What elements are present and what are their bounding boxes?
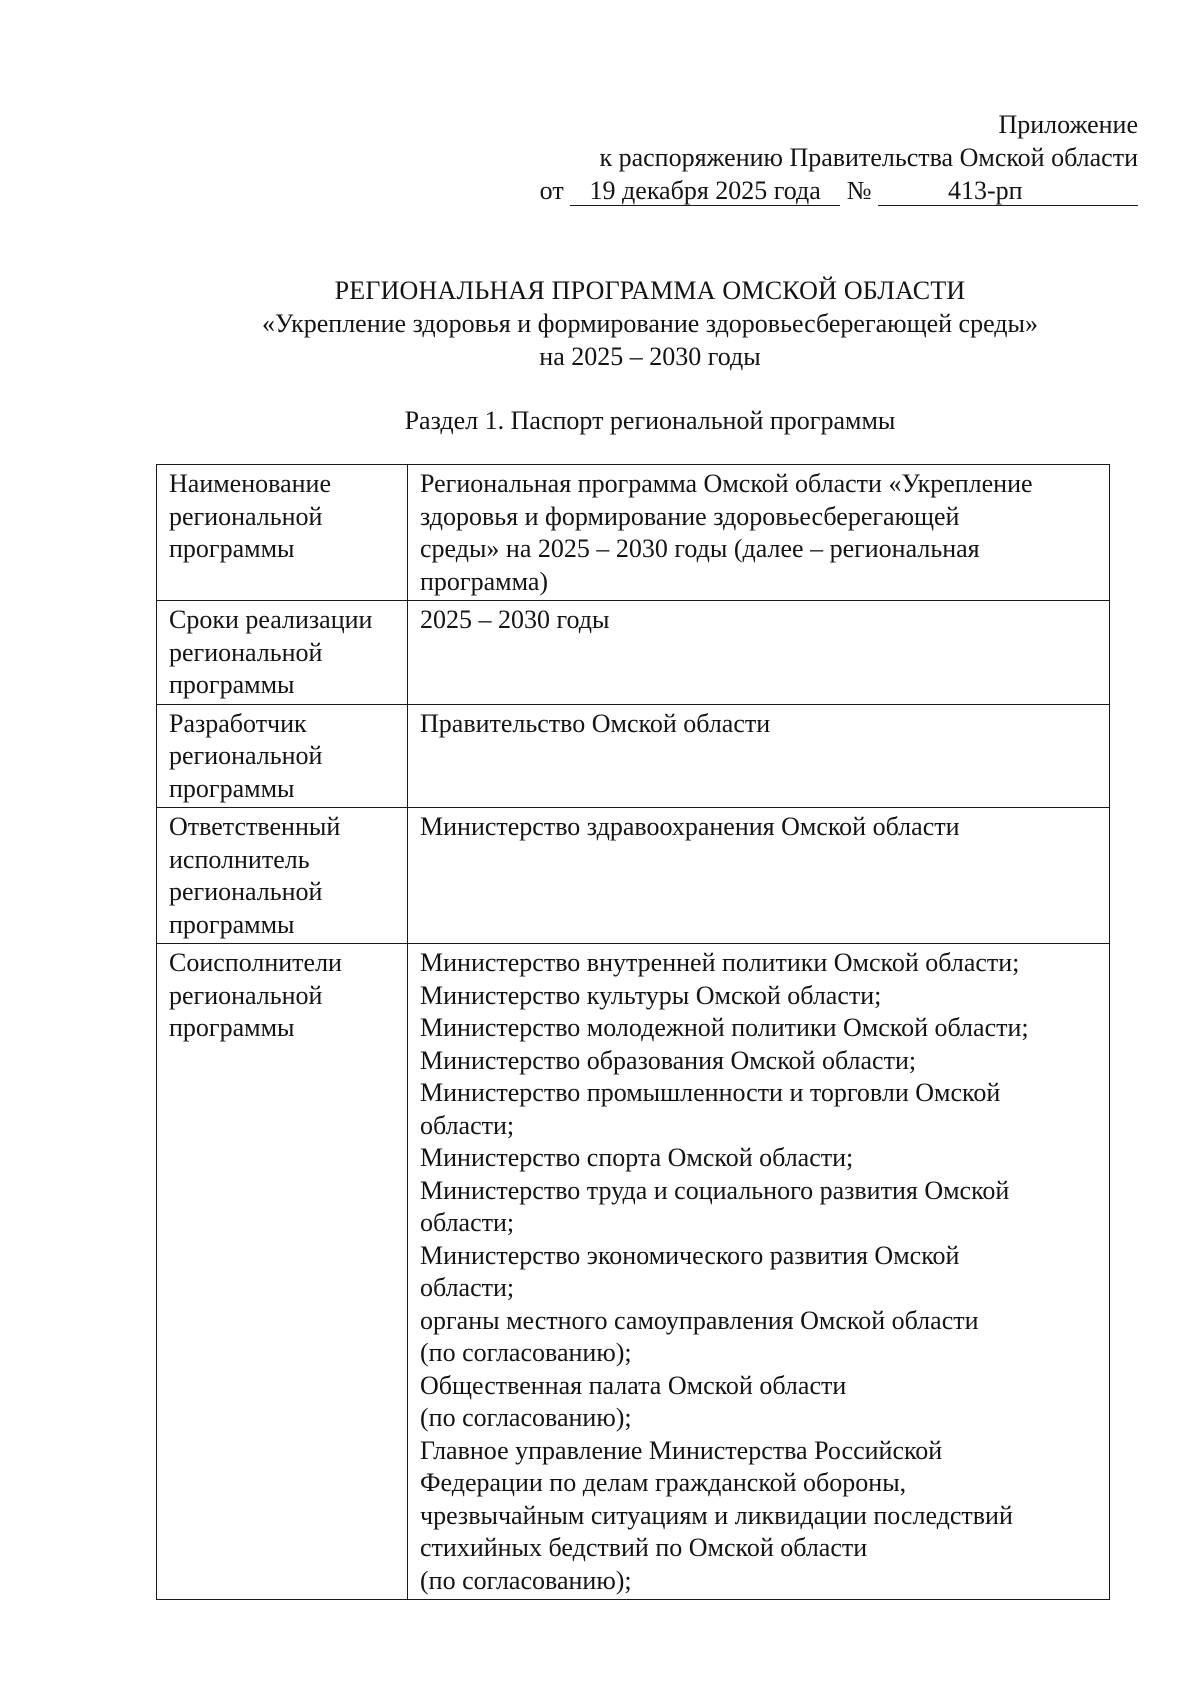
decree-date: 19 декабря 2025 года	[570, 177, 840, 206]
row-value: 2025 – 2030 годы	[408, 601, 1110, 705]
row-label: Разработчик региональной программы	[157, 704, 408, 808]
program-title	[100, 274, 1200, 373]
appendix-reference: к распоряжению Правительства Омской области	[599, 143, 1138, 172]
program-title-line1: РЕГИОНАЛЬНАЯ ПРОГРАММА ОМСКОЙ ОБЛАСТИ	[334, 276, 966, 305]
row-value: Правительство Омской области	[408, 704, 1110, 808]
row-label: Наименование региональной программы	[157, 465, 408, 601]
decree-number: 413-рп	[878, 177, 1138, 206]
row-label: Сроки реализации региональной программы	[157, 601, 408, 705]
date-prefix: от	[539, 176, 564, 205]
appendix-title: Приложение	[998, 110, 1138, 139]
table-row	[157, 944, 1110, 1600]
table-row	[157, 808, 1110, 944]
table-row	[157, 465, 1110, 601]
row-value: Министерство внутренней политики Омской области; Министерство культуры Омской области; Министерство молодежной политики Омской области; Министерство образования Омской области; Министерство промышленности и торговли Омской области; Министерство спорта Омской области; Министерство труда и социального развития Омской области; Министерство экономического развития Омской области; органы местного самоуправления Омской области (по согласованию); Общественная палата Омской области (по согласованию); Главное управление Министерства Российской Федерации по делам гражданской обороны, чрезвычайным ситуациям и ликвидации последствий стихийных бедствий по Омской области (по согласованию);	[408, 944, 1110, 1600]
program-title-line2: «Укрепление здоровья и формирование здоровьесберегающей среды»	[261, 309, 1038, 338]
number-sign: №	[846, 176, 872, 205]
row-value: Министерство здравоохранения Омской области	[408, 808, 1110, 944]
passport-table	[156, 464, 1110, 1600]
row-value: Региональная программа Омской области «Укрепление здоровья и формирование здоровьесберегающей среды» на 2025 – 2030 годы (далее – региональная программа)	[408, 465, 1110, 601]
appendix-header	[540, 108, 1138, 207]
table-row	[157, 601, 1110, 705]
appendix-date-line	[540, 174, 1138, 207]
row-label: Соисполнители региональной программы	[157, 944, 408, 1600]
section-title: Раздел 1. Паспорт региональной программы	[404, 406, 896, 435]
row-label: Ответственный исполнитель региональной программы	[157, 808, 408, 944]
program-title-line3: на 2025 – 2030 годы	[539, 342, 761, 371]
table-row	[157, 704, 1110, 808]
